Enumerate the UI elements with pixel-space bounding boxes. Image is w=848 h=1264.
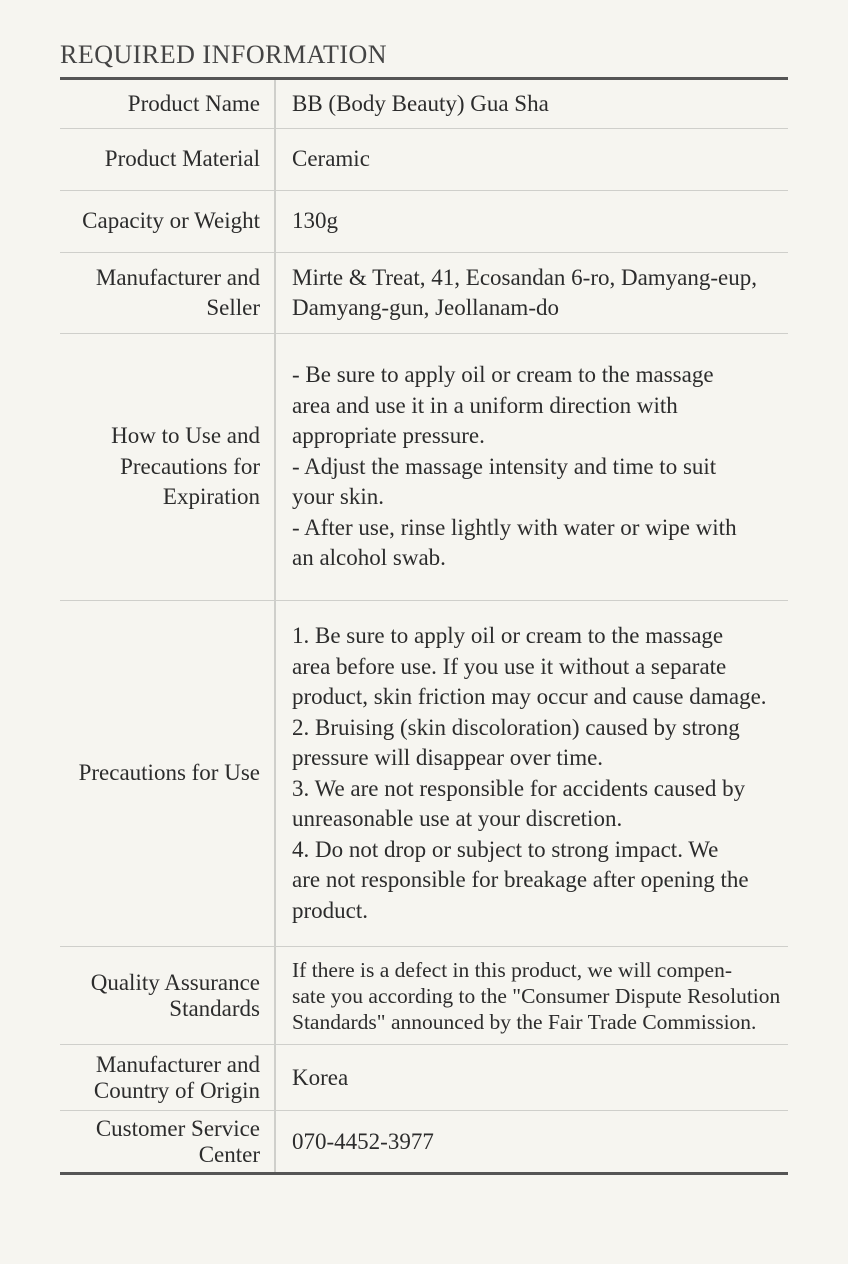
value-line: area and use it in a uniform direction with: [292, 392, 678, 418]
value-line: Ceramic: [292, 146, 370, 172]
value-line: Korea: [292, 1064, 349, 1090]
table-row: [60, 334, 788, 601]
value-line: 1. Be sure to apply oil or cream to the massage: [292, 623, 724, 648]
value-line: BB (Body Beauty) Gua Sha: [292, 90, 549, 116]
value-line: - After use, rinse lightly with water or wipe with: [292, 514, 737, 540]
row-label: [60, 1045, 275, 1111]
label-line: Seller: [206, 295, 260, 320]
label-line: Expiration: [162, 484, 260, 510]
required-info-table: [60, 77, 788, 1175]
label-line: Product Name: [127, 90, 260, 116]
table-row: [60, 129, 788, 191]
value-line: an alcohol swab.: [292, 545, 446, 571]
row-label: [60, 334, 275, 601]
label-line: Country of Origin: [93, 1077, 260, 1103]
label-line: Precautions for: [120, 453, 260, 479]
row-label: [60, 947, 275, 1045]
value-line: 2. Bruising (skin discoloration) caused by strong: [292, 714, 740, 740]
table-row: [60, 1111, 788, 1174]
row-label: [60, 253, 275, 334]
table-row: [60, 1045, 788, 1111]
row-label: [60, 79, 275, 129]
value-line: 130g: [292, 208, 338, 234]
value-line: sate you according to the "Consumer Dispute Resolution: [292, 983, 781, 1008]
row-value: [275, 191, 788, 253]
label-line: Standards: [169, 995, 260, 1021]
row-label: [60, 129, 275, 191]
value-line: 4. Do not drop or subject to strong impact. We: [292, 836, 719, 862]
table-row: [60, 601, 788, 947]
value-line: 070-4452-3977: [292, 1128, 434, 1154]
value-line: product, skin friction may occur and cause damage.: [292, 684, 767, 709]
value-line: pressure will disappear over time.: [292, 745, 604, 770]
label-line: Quality Assurance: [90, 969, 260, 995]
table-row: [60, 253, 788, 334]
value-line: area before use. If you use it without a separate: [292, 653, 727, 679]
row-value: [275, 253, 788, 334]
label-line: Manufacturer and: [95, 1051, 260, 1077]
value-line: - Be sure to apply oil or cream to the massage: [292, 362, 714, 388]
row-value: [275, 947, 788, 1045]
value-line: your skin.: [292, 484, 384, 510]
value-line: product.: [292, 897, 369, 923]
table-row: [60, 947, 788, 1045]
row-value: [275, 79, 788, 129]
value-line: Mirte & Treat, 41, Ecosandan 6-ro, Damyang-eup,: [292, 264, 758, 290]
label-line: Manufacturer and: [95, 264, 260, 290]
table-row: [60, 191, 788, 253]
table-row: [60, 79, 788, 129]
label-line: Customer Service: [95, 1115, 260, 1141]
value-line: 3. We are not responsible for accidents caused by: [292, 775, 746, 801]
value-line: If there is a defect in this product, we will compen-: [292, 957, 733, 982]
row-value: [275, 601, 788, 947]
value-line: unreasonable use at your discretion.: [292, 806, 623, 831]
value-line: are not responsible for breakage after opening the: [292, 867, 749, 892]
label-line: Capacity or Weight: [82, 208, 260, 234]
value-line: Damyang-gun, Jeollanam-do: [292, 295, 559, 320]
value-line: Standards" announced by the Fair Trade Commission.: [292, 1009, 757, 1034]
label-line: Product Material: [104, 146, 260, 172]
label-line: How to Use and: [111, 423, 260, 449]
row-value: [275, 1045, 788, 1111]
value-line: appropriate pressure.: [292, 423, 485, 449]
row-label: [60, 1111, 275, 1174]
page-title: REQUIRED INFORMATION: [60, 40, 388, 69]
row-value: [275, 334, 788, 601]
label-line: Precautions for Use: [78, 760, 260, 786]
row-label: [60, 191, 275, 253]
value-line: - Adjust the massage intensity and time to suit: [292, 453, 717, 479]
row-label: [60, 601, 275, 947]
row-value: [275, 1111, 788, 1174]
label-line: Center: [198, 1141, 260, 1167]
row-value: [275, 129, 788, 191]
